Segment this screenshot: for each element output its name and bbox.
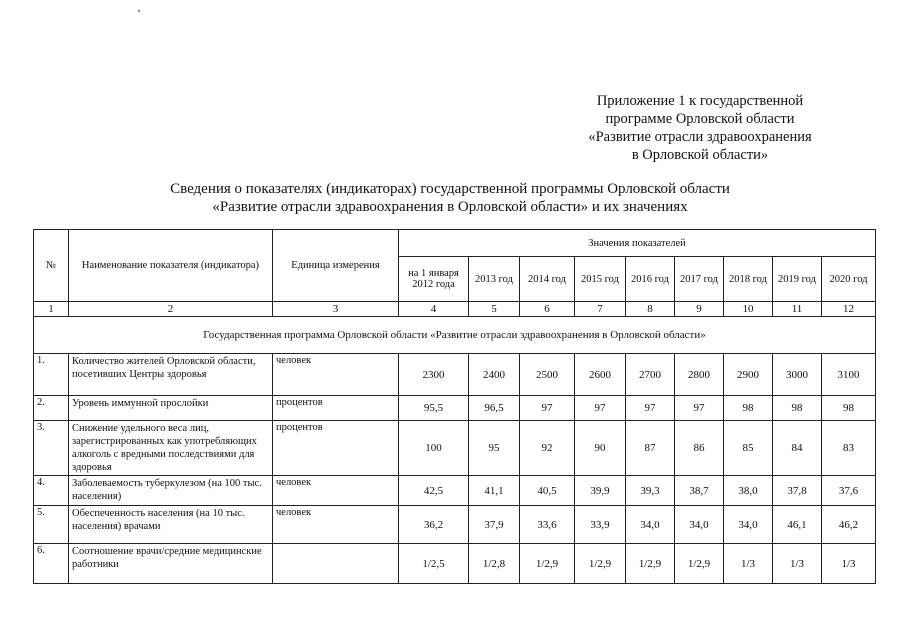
value-cell: 46,2 xyxy=(822,506,876,544)
appendix-line: «Развитие отрасли здравоохранения xyxy=(588,129,812,145)
value-cell: 2700 xyxy=(626,354,675,396)
column-index-cell: 5 xyxy=(469,302,520,317)
value-cell: 33,6 xyxy=(520,506,575,544)
value-cell: 37,8 xyxy=(773,476,822,506)
column-index-cell: 10 xyxy=(724,302,773,317)
appendix-note xyxy=(540,92,860,164)
value-cell: 3100 xyxy=(822,354,876,396)
value-cell: 36,2 xyxy=(399,506,469,544)
program-row xyxy=(34,317,876,354)
period-header-cell: 2019 год xyxy=(773,257,822,302)
appendix-line: в Орловской области» xyxy=(631,147,769,163)
indicator-name-cell: Количество жителей Орловской области, посетивших Центры здоровья xyxy=(69,354,273,396)
value-cell: 1/2,9 xyxy=(626,544,675,584)
period-header-cell: 2016 год xyxy=(626,257,675,302)
period-header-cell: 2014 год xyxy=(520,257,575,302)
value-cell: 2300 xyxy=(399,354,469,396)
value-cell: 34,0 xyxy=(626,506,675,544)
value-cell: 3000 xyxy=(773,354,822,396)
value-cell: 38,7 xyxy=(675,476,724,506)
index-row xyxy=(34,302,876,317)
title-line: Сведения о показателях (индикаторах) государственной программы Орловской области xyxy=(170,181,730,197)
period-header-cell: 2017 год xyxy=(675,257,724,302)
value-cell: 33,9 xyxy=(575,506,626,544)
value-cell: 90 xyxy=(575,421,626,476)
value-cell: 1/2,9 xyxy=(520,544,575,584)
row-number-cell: 2. xyxy=(34,396,69,421)
appendix-line: программе Орловской области xyxy=(605,111,795,127)
value-cell: 42,5 xyxy=(399,476,469,506)
value-cell: 1/3 xyxy=(724,544,773,584)
row-number-cell: 4. xyxy=(34,476,69,506)
indicator-name-cell: Уровень иммунной прослойки xyxy=(69,396,273,421)
column-index-cell: 12 xyxy=(822,302,876,317)
indicator-name-cell: Обеспеченность населения (на 10 тыс. населения) врачами xyxy=(69,506,273,544)
value-cell: 85 xyxy=(724,421,773,476)
value-cell: 37,9 xyxy=(469,506,520,544)
row-number-cell: 1. xyxy=(34,354,69,396)
value-cell: 46,1 xyxy=(773,506,822,544)
value-cell: 84 xyxy=(773,421,822,476)
unit-cell: процентов xyxy=(273,421,399,476)
column-index-cell: 9 xyxy=(675,302,724,317)
row-number-cell: 3. xyxy=(34,421,69,476)
col-name-header: Наименование показателя (индикатора) xyxy=(69,230,273,302)
value-cell: 1/2,8 xyxy=(469,544,520,584)
values-header: Значения показателей xyxy=(399,230,876,257)
value-cell: 97 xyxy=(626,396,675,421)
value-cell: 1/3 xyxy=(773,544,822,584)
appendix-line: Приложение 1 к государственной xyxy=(596,93,804,109)
value-cell: 98 xyxy=(773,396,822,421)
header-row xyxy=(34,230,876,257)
value-cell: 41,1 xyxy=(469,476,520,506)
value-cell: 92 xyxy=(520,421,575,476)
value-cell: 2500 xyxy=(520,354,575,396)
title-line: «Развитие отрасли здравоохранения в Орловской области» и их значениях xyxy=(212,199,688,215)
value-cell: 39,9 xyxy=(575,476,626,506)
value-cell: 95 xyxy=(469,421,520,476)
column-index-cell: 6 xyxy=(520,302,575,317)
value-cell: 100 xyxy=(399,421,469,476)
column-index-cell: 7 xyxy=(575,302,626,317)
value-cell: 97 xyxy=(520,396,575,421)
indicator-name-cell: Заболеваемость туберкулезом (на 100 тыс. населения) xyxy=(69,476,273,506)
value-cell: 39,3 xyxy=(626,476,675,506)
column-index-cell: 2 xyxy=(69,302,273,317)
unit-cell: человек xyxy=(273,476,399,506)
period-header-cell: 2020 год xyxy=(822,257,876,302)
value-cell: 38,0 xyxy=(724,476,773,506)
value-cell: 97 xyxy=(575,396,626,421)
column-index-cell: 3 xyxy=(273,302,399,317)
value-cell: 96,5 xyxy=(469,396,520,421)
table-row xyxy=(34,476,876,506)
column-index-cell: 1 xyxy=(34,302,69,317)
unit-cell xyxy=(273,544,399,584)
period-header-cell: 2018 год xyxy=(724,257,773,302)
value-cell: 40,5 xyxy=(520,476,575,506)
col-unit-header: Единица измерения xyxy=(273,230,399,302)
scan-speck xyxy=(138,10,140,12)
value-cell: 86 xyxy=(675,421,724,476)
value-cell: 98 xyxy=(822,396,876,421)
value-cell: 37,6 xyxy=(822,476,876,506)
value-cell: 83 xyxy=(822,421,876,476)
table-body xyxy=(34,230,876,584)
table-row xyxy=(34,396,876,421)
period-header-cell: 2013 год xyxy=(469,257,520,302)
value-cell: 1/3 xyxy=(822,544,876,584)
value-cell: 87 xyxy=(626,421,675,476)
value-cell: 34,0 xyxy=(724,506,773,544)
value-cell: 97 xyxy=(675,396,724,421)
value-cell: 98 xyxy=(724,396,773,421)
column-index-cell: 4 xyxy=(399,302,469,317)
value-cell: 2400 xyxy=(469,354,520,396)
value-cell: 2900 xyxy=(724,354,773,396)
row-number-cell: 6. xyxy=(34,544,69,584)
value-cell: 1/2,9 xyxy=(675,544,724,584)
column-index-cell: 11 xyxy=(773,302,822,317)
unit-cell: человек xyxy=(273,506,399,544)
indicator-name-cell: Соотношение врачи/средние медицинские работники xyxy=(69,544,273,584)
value-cell: 2800 xyxy=(675,354,724,396)
period-header-cell: на 1 января 2012 года xyxy=(399,257,469,302)
indicators-table xyxy=(33,229,876,584)
value-cell: 34,0 xyxy=(675,506,724,544)
unit-cell: процентов xyxy=(273,396,399,421)
program-title-cell: Государственная программа Орловской области «Развитие отрасли здравоохранения в Орловской области» xyxy=(34,317,876,354)
table-row xyxy=(34,421,876,476)
value-cell: 1/2,5 xyxy=(399,544,469,584)
period-header-cell: 2015 год xyxy=(575,257,626,302)
table-row xyxy=(34,506,876,544)
unit-cell: человек xyxy=(273,354,399,396)
document-title xyxy=(60,180,840,216)
indicator-name-cell: Снижение удельного веса лиц, зарегистрированных как употребляющих алкоголь с вредными последствиями для здоровья xyxy=(69,421,273,476)
value-cell: 2600 xyxy=(575,354,626,396)
value-cell: 95,5 xyxy=(399,396,469,421)
value-cell: 1/2,9 xyxy=(575,544,626,584)
row-number-cell: 5. xyxy=(34,506,69,544)
col-number-header: № xyxy=(34,230,69,302)
table-row xyxy=(34,544,876,584)
column-index-cell: 8 xyxy=(626,302,675,317)
table-row xyxy=(34,354,876,396)
